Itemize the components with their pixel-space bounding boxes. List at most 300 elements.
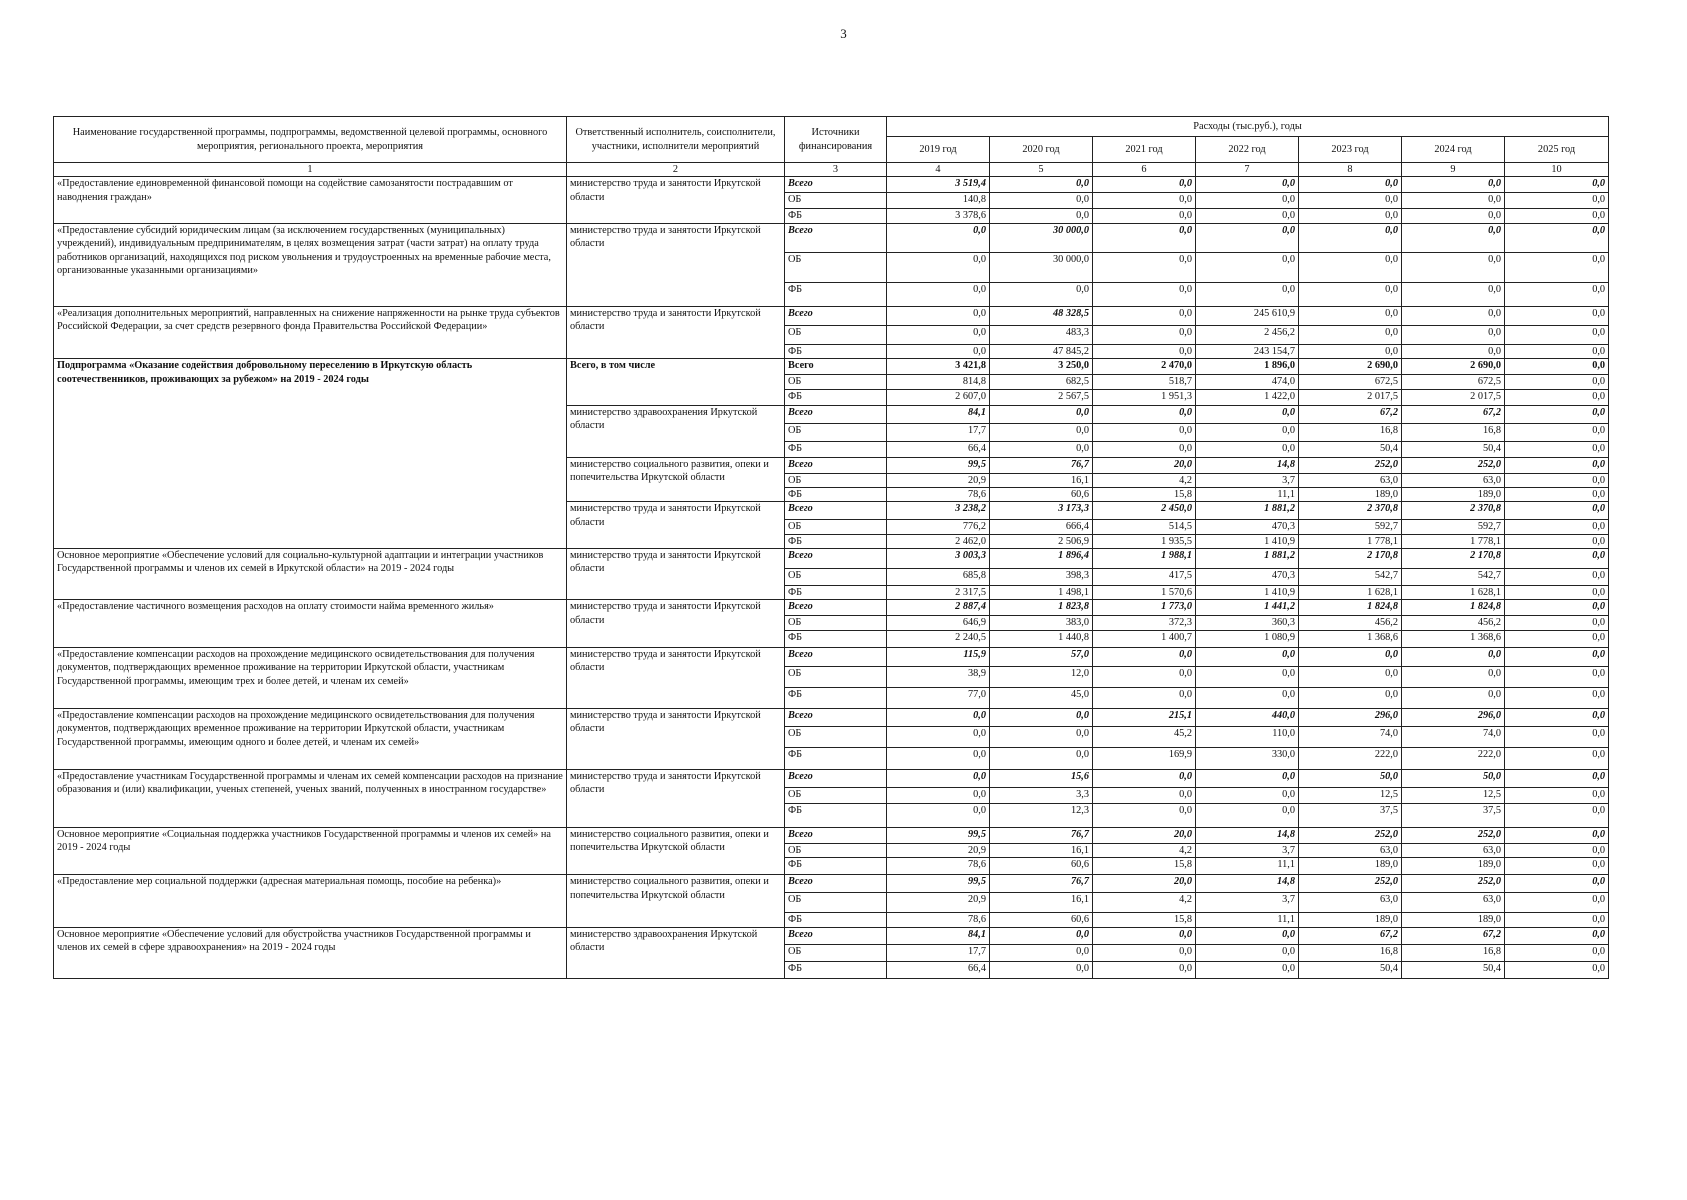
expense-value: 0,0 [1505,344,1609,358]
expense-value: 0,0 [1505,520,1609,534]
table-row [54,708,1609,726]
expense-value: 252,0 [1299,457,1402,473]
expense-value: 30 000,0 [990,223,1093,252]
expense-value: 189,0 [1299,913,1402,927]
funding-source: Всего [785,708,887,726]
expense-value: 0,0 [1505,223,1609,252]
expense-value: 78,6 [887,913,990,927]
funding-source: ОБ [785,473,887,487]
expense-value: 0,0 [1505,747,1609,769]
expense-value: 14,8 [1196,875,1299,893]
expense-value: 0,0 [1299,223,1402,252]
executor: министерство труда и занятости Иркутской области [567,708,785,769]
expense-value: 17,7 [887,944,990,961]
executor: министерство труда и занятости Иркутской области [567,549,785,600]
expense-value: 3 238,2 [887,502,990,520]
column-number: 2 [567,163,785,177]
funding-source: ФБ [785,441,887,457]
expense-value: 0,0 [1196,944,1299,961]
expense-value: 252,0 [1299,827,1402,843]
expense-value: 0,0 [1505,193,1609,209]
table-row [54,306,1609,325]
expense-value: 0,0 [1299,647,1402,666]
expense-value: 1 935,5 [1093,534,1196,548]
expense-value: 50,4 [1299,441,1402,457]
expense-value: 222,0 [1299,747,1402,769]
expense-value: 84,1 [887,405,990,423]
table-row [54,875,1609,893]
expense-value: 0,0 [1505,457,1609,473]
expense-value: 1 368,6 [1299,630,1402,647]
expense-value: 99,5 [887,457,990,473]
funding-source: ФБ [785,586,887,600]
expense-value: 0,0 [1505,944,1609,961]
expense-value: 45,0 [990,687,1093,708]
expense-value: 3 378,6 [887,209,990,223]
expense-value: 0,0 [887,787,990,803]
expense-value: 0,0 [1505,359,1609,375]
activity-name: «Предоставление мер социальной поддержки (адресная материальная помощь, пособие на ребенка)» [54,875,567,927]
expense-value: 2 370,8 [1299,502,1402,520]
expense-value: 0,0 [1505,843,1609,857]
expense-value: 0,0 [1299,344,1402,358]
activity-name: «Предоставление субсидий юридическим лицам (за исключением государственных (муниципальных) учреждений), индивидуальным предпринимателям, в целях возмещения затрат (части затрат) на оплату труда работников организаций, находящихся под риском увольнения и трудоустроенных на временные рабочие места, организованные указанными организациями» [54,223,567,306]
expense-value: 245 610,9 [1196,306,1299,325]
expense-value: 67,2 [1402,405,1505,423]
expense-value: 483,3 [990,325,1093,344]
expense-value: 0,0 [887,282,990,306]
expense-value: 0,0 [990,193,1093,209]
expense-value: 1 080,9 [1196,630,1299,647]
expense-value: 0,0 [1093,647,1196,666]
expense-value: 11,1 [1196,913,1299,927]
funding-source: ОБ [785,616,887,630]
expense-value: 1 773,0 [1093,600,1196,616]
expense-value: 37,5 [1299,803,1402,827]
expense-value: 0,0 [1093,405,1196,423]
expense-value: 30 000,0 [990,252,1093,282]
funding-source: ФБ [785,282,887,306]
expense-value: 0,0 [990,927,1093,944]
funding-source: Всего [785,600,887,616]
funding-source: Всего [785,647,887,666]
expense-value: 17,7 [887,423,990,441]
executor: министерство здравоохранения Иркутской области [567,927,785,978]
column-number: 8 [1299,163,1402,177]
expense-value: 215,1 [1093,708,1196,726]
header-year: 2022 год [1196,137,1299,163]
table-row [54,359,1609,375]
expense-value: 252,0 [1299,875,1402,893]
page-number: 3 [840,26,847,41]
expense-value: 45,2 [1093,726,1196,747]
expense-value: 78,6 [887,487,990,501]
expense-value: 20,0 [1093,827,1196,843]
funding-source: ОБ [785,325,887,344]
expense-value: 0,0 [1505,375,1609,389]
expense-value: 0,0 [887,325,990,344]
expense-value: 4,2 [1093,843,1196,857]
expense-value: 0,0 [1505,647,1609,666]
expense-value: 0,0 [1196,209,1299,223]
expense-value: 0,0 [1299,306,1402,325]
expense-value: 50,0 [1402,769,1505,787]
expense-value: 0,0 [1299,282,1402,306]
funding-source: ФБ [785,913,887,927]
expense-value: 37,5 [1402,803,1505,827]
expense-value: 0,0 [1505,708,1609,726]
expense-value: 99,5 [887,875,990,893]
expense-value: 682,5 [990,375,1093,389]
expense-value: 3 519,4 [887,177,990,193]
activity-name: «Предоставление компенсации расходов на прохождение медицинского освидетельствования для получения документов, подтверждающих временное проживание на территории Иркутской области, участникам Государственной программы, имеющим одного и более детей, и членам их семей» [54,708,567,769]
expense-value: 76,7 [990,875,1093,893]
expense-value: 383,0 [990,616,1093,630]
expense-value: 16,8 [1402,944,1505,961]
expense-value: 169,9 [1093,747,1196,769]
executor: министерство социального развития, опеки и попечительства Иркутской области [567,875,785,927]
expense-value: 776,2 [887,520,990,534]
expense-value: 0,0 [1093,177,1196,193]
expense-value: 0,0 [1402,193,1505,209]
expense-value: 4,2 [1093,893,1196,913]
expense-value: 0,0 [1505,616,1609,630]
funding-source: Всего [785,405,887,423]
expense-value: 67,2 [1299,927,1402,944]
expense-value: 0,0 [887,223,990,252]
expense-value: 0,0 [1402,647,1505,666]
expense-value: 0,0 [1196,405,1299,423]
funding-source: Всего [785,457,887,473]
expense-value: 360,3 [1196,616,1299,630]
expense-value: 456,2 [1402,616,1505,630]
expense-value: 0,0 [1093,209,1196,223]
expense-value: 542,7 [1402,569,1505,586]
expense-value: 78,6 [887,858,990,875]
expense-value: 20,9 [887,843,990,857]
expense-value: 0,0 [1196,423,1299,441]
expense-value: 0,0 [1299,687,1402,708]
expense-value: 542,7 [1299,569,1402,586]
expense-value: 110,0 [1196,726,1299,747]
expense-value: 16,1 [990,843,1093,857]
funding-source: Всего [785,927,887,944]
funding-source: ОБ [785,520,887,534]
expense-value: 0,0 [1093,423,1196,441]
column-number: 3 [785,163,887,177]
expense-value: 1 881,2 [1196,502,1299,520]
expense-value: 0,0 [1505,487,1609,501]
expense-value: 2 506,9 [990,534,1093,548]
expense-value: 0,0 [1299,666,1402,687]
expense-value: 0,0 [1299,209,1402,223]
expense-value: 0,0 [990,961,1093,978]
expense-value: 1 988,1 [1093,549,1196,569]
expense-value: 74,0 [1402,726,1505,747]
expense-value: 63,0 [1299,893,1402,913]
expense-value: 189,0 [1402,858,1505,875]
expense-value: 1 570,6 [1093,586,1196,600]
executor: министерство здравоохранения Иркутской области [567,405,785,457]
table-row [54,177,1609,193]
expense-value: 0,0 [1093,223,1196,252]
expense-value: 417,5 [1093,569,1196,586]
expense-value: 15,6 [990,769,1093,787]
expense-value: 0,0 [1196,803,1299,827]
expense-value: 0,0 [1402,666,1505,687]
expense-value: 0,0 [1505,209,1609,223]
expense-value: 63,0 [1402,473,1505,487]
activity-name: «Предоставление единовременной финансовой помощи на содействие самозанятости пострадавшим от наводнения граждан» [54,177,567,223]
expense-value: 0,0 [1196,687,1299,708]
expense-value: 189,0 [1299,487,1402,501]
expense-value: 14,8 [1196,457,1299,473]
expense-value: 1 410,9 [1196,534,1299,548]
expense-value: 63,0 [1402,843,1505,857]
funding-source: ОБ [785,893,887,913]
expense-value: 67,2 [1402,927,1505,944]
expense-value: 0,0 [1093,666,1196,687]
expense-value: 0,0 [1505,473,1609,487]
expense-value: 50,4 [1402,441,1505,457]
expense-value: 11,1 [1196,858,1299,875]
funding-source: ОБ [785,666,887,687]
expense-value: 0,0 [1093,927,1196,944]
expense-value: 0,0 [1093,325,1196,344]
expense-value: 2 450,0 [1093,502,1196,520]
expense-value: 3,7 [1196,843,1299,857]
expense-value: 0,0 [990,423,1093,441]
expense-value: 0,0 [1402,344,1505,358]
table-row [54,827,1609,843]
expense-value: 12,5 [1402,787,1505,803]
expense-value: 20,9 [887,893,990,913]
activity-name: Основное мероприятие «Социальная поддержка участников Государственной программы и членов их семей» на 2019 - 2024 годы [54,827,567,874]
expense-value: 0,0 [1093,944,1196,961]
expense-value: 0,0 [1093,441,1196,457]
expense-value: 685,8 [887,569,990,586]
funding-source: ОБ [785,193,887,209]
expense-value: 2 887,4 [887,600,990,616]
expense-value: 456,2 [1299,616,1402,630]
expense-value: 0,0 [990,441,1093,457]
expense-value: 0,0 [1505,769,1609,787]
expense-value: 0,0 [1196,769,1299,787]
expense-value: 0,0 [1505,405,1609,423]
expense-value: 0,0 [887,708,990,726]
expense-value: 76,7 [990,827,1093,843]
expense-value: 592,7 [1299,520,1402,534]
executor: министерство социального развития, опеки и попечительства Иркутской области [567,457,785,502]
expense-value: 0,0 [990,209,1093,223]
expense-value: 0,0 [1093,193,1196,209]
expense-value: 15,8 [1093,913,1196,927]
expense-value: 0,0 [1093,687,1196,708]
expense-value: 0,0 [1402,209,1505,223]
expense-value: 66,4 [887,441,990,457]
expense-value: 47 845,2 [990,344,1093,358]
expense-value: 1 410,9 [1196,586,1299,600]
expense-value: 0,0 [1505,282,1609,306]
expense-value: 0,0 [1196,282,1299,306]
expense-value: 12,5 [1299,787,1402,803]
expense-value: 0,0 [990,177,1093,193]
expense-value: 0,0 [1505,687,1609,708]
executor: министерство труда и занятости Иркутской области [567,600,785,647]
expenses-table [53,116,1609,979]
expense-value: 514,5 [1093,520,1196,534]
funding-source: ОБ [785,569,887,586]
expense-value: 330,0 [1196,747,1299,769]
expense-value: 1 778,1 [1299,534,1402,548]
funding-source: ОБ [785,375,887,389]
expense-value: 1 778,1 [1402,534,1505,548]
expense-value: 1 823,8 [990,600,1093,616]
header-year: 2024 год [1402,137,1505,163]
expense-value: 99,5 [887,827,990,843]
expense-value: 63,0 [1299,473,1402,487]
expense-value: 0,0 [1093,961,1196,978]
expense-value: 66,4 [887,961,990,978]
expense-value: 16,1 [990,893,1093,913]
expense-value: 0,0 [1505,306,1609,325]
expense-value: 672,5 [1299,375,1402,389]
expense-value: 0,0 [990,726,1093,747]
expense-value: 3 250,0 [990,359,1093,375]
expense-value: 646,9 [887,616,990,630]
expense-value: 0,0 [1093,803,1196,827]
executor: министерство социального развития, опеки и попечительства Иркутской области [567,827,785,874]
funding-source: ОБ [785,252,887,282]
header-year: 2019 год [887,137,990,163]
expense-value: 16,8 [1402,423,1505,441]
header-year: 2021 год [1093,137,1196,163]
expense-value: 0,0 [990,747,1093,769]
column-number: 10 [1505,163,1609,177]
expense-value: 3 173,3 [990,502,1093,520]
expense-value: 76,7 [990,457,1093,473]
expense-value: 470,3 [1196,569,1299,586]
funding-source: ФБ [785,487,887,501]
funding-source: Всего [785,223,887,252]
funding-source: Всего [785,549,887,569]
funding-source: Всего [785,177,887,193]
funding-source: ФБ [785,687,887,708]
funding-source: ОБ [785,787,887,803]
expense-value: 16,8 [1299,944,1402,961]
expense-value: 2 240,5 [887,630,990,647]
expense-value: 0,0 [887,726,990,747]
expense-value: 1 824,8 [1299,600,1402,616]
expense-value: 3,7 [1196,473,1299,487]
expense-value: 63,0 [1402,893,1505,913]
expense-value: 60,6 [990,913,1093,927]
expense-value: 0,0 [1402,282,1505,306]
expense-value: 0,0 [1505,913,1609,927]
header-year: 2020 год [990,137,1093,163]
expense-value: 2 456,2 [1196,325,1299,344]
expense-value: 50,0 [1299,769,1402,787]
expense-value: 0,0 [887,306,990,325]
expense-value: 666,4 [990,520,1093,534]
expense-value: 1 628,1 [1402,586,1505,600]
funding-source: Всего [785,875,887,893]
expense-value: 2 567,5 [990,389,1093,405]
table-row [54,223,1609,252]
table-row [54,769,1609,787]
expense-value: 0,0 [1196,927,1299,944]
expense-value: 2 607,0 [887,389,990,405]
expense-value: 16,8 [1299,423,1402,441]
expense-value: 0,0 [1505,961,1609,978]
funding-source: ФБ [785,344,887,358]
expense-value: 11,1 [1196,487,1299,501]
executor: министерство труда и занятости Иркутской области [567,177,785,223]
expense-value: 296,0 [1299,708,1402,726]
expense-value: 60,6 [990,858,1093,875]
expense-value: 1 896,0 [1196,359,1299,375]
expense-value: 0,0 [1402,223,1505,252]
expense-value: 814,8 [887,375,990,389]
expense-value: 0,0 [1505,586,1609,600]
expense-value: 2 462,0 [887,534,990,548]
expense-value: 12,3 [990,803,1093,827]
expense-value: 0,0 [1505,252,1609,282]
funding-source: Всего [785,502,887,520]
expense-value: 0,0 [1093,787,1196,803]
funding-source: ФБ [785,209,887,223]
expense-value: 57,0 [990,647,1093,666]
expense-value: 0,0 [1402,325,1505,344]
expense-value: 3,7 [1196,893,1299,913]
expense-value: 0,0 [887,769,990,787]
expense-value: 222,0 [1402,747,1505,769]
table-body [54,177,1609,978]
column-number: 9 [1402,163,1505,177]
funding-source: ОБ [785,843,887,857]
expense-value: 0,0 [1196,223,1299,252]
expense-value: 38,9 [887,666,990,687]
expense-value: 189,0 [1299,858,1402,875]
activity-name: «Предоставление участникам Государственной программы и членам их семей компенсации расходов на признание образования и (или) квалификации, ученых степеней, ученых званий, полученных в иностранном государстве» [54,769,567,827]
expense-value: 48 328,5 [990,306,1093,325]
expense-value: 0,0 [1505,549,1609,569]
expense-value: 474,0 [1196,375,1299,389]
expense-value: 440,0 [1196,708,1299,726]
expense-value: 50,4 [1402,961,1505,978]
expense-value: 0,0 [990,405,1093,423]
expense-value: 0,0 [1505,630,1609,647]
expense-value: 0,0 [1093,282,1196,306]
expense-value: 4,2 [1093,473,1196,487]
funding-source: ФБ [785,630,887,647]
expense-value: 1 628,1 [1299,586,1402,600]
expense-value: 1 441,2 [1196,600,1299,616]
expense-value: 15,8 [1093,487,1196,501]
expense-value: 0,0 [1505,726,1609,747]
expense-value: 0,0 [990,708,1093,726]
expense-value: 20,0 [1093,875,1196,893]
funding-source: ФБ [785,803,887,827]
table-row [54,600,1609,616]
expense-value: 243 154,7 [1196,344,1299,358]
expense-value: 2 017,5 [1299,389,1402,405]
column-number: 7 [1196,163,1299,177]
expense-value: 0,0 [1402,252,1505,282]
expense-value: 0,0 [1196,666,1299,687]
expense-value: 0,0 [1505,803,1609,827]
expense-value: 0,0 [1196,647,1299,666]
